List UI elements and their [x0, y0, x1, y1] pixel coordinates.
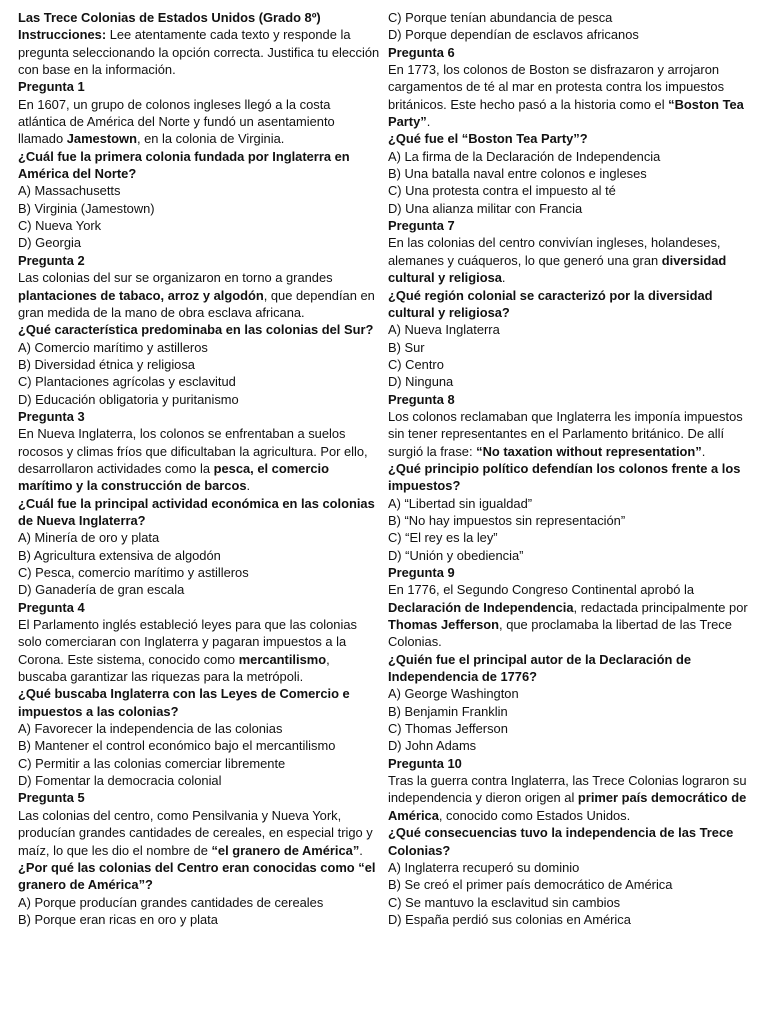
- passage-emphasis: Jamestown: [66, 131, 137, 147]
- question-text: ¿Qué consecuencias tuvo la independencia de las Trece Colonias?: [388, 825, 734, 858]
- passage-text: , redactada principalmente por: [573, 599, 748, 615]
- passage-text: Los colonos reclamaban que Inglaterra les imponía impuestos sin tener representantes en el Parlamento británico. De allí surgió la frase:: [388, 408, 743, 459]
- passage-emphasis: Declaración de Independencia: [388, 599, 574, 615]
- passage-text: En 1773, los colonos de Boston se disfrazaron y arrojaron cargamentos de té al mar en protesta contra los impuestos británicos. Este hecho pasó a la historia como el: [388, 62, 725, 112]
- passage-emphasis: mercantilismo: [238, 651, 327, 667]
- question-heading: Pregunta 10: [388, 755, 462, 771]
- question-text: ¿Qué característica predominaba en las colonias del Sur?: [18, 322, 374, 338]
- passage-emphasis: Thomas Jefferson: [388, 617, 500, 633]
- passage-text: .: [501, 270, 506, 286]
- question-block: [18, 78, 380, 251]
- question-block: [18, 408, 380, 599]
- answer-option: B) Mantener el control económico bajo el mercantilismo: [18, 738, 336, 754]
- answer-option: C) Nueva York: [18, 218, 102, 234]
- question-block: [388, 44, 752, 217]
- question-passage: [388, 772, 752, 824]
- answer-option: A) George Washington: [388, 686, 519, 702]
- question-block: [18, 789, 380, 928]
- answer-option: D) Ninguna: [388, 374, 454, 390]
- instructions-label: Instrucciones:: [18, 27, 107, 43]
- question-block: [18, 252, 380, 408]
- answer-option: D) Una alianza militar con Francia: [388, 200, 583, 216]
- answer-option: B) Benjamin Franklin: [388, 703, 508, 719]
- passage-emphasis: diversidad cultural y religiosa: [388, 252, 727, 286]
- answer-option: D) “Unión y obediencia”: [388, 547, 524, 563]
- instructions: [18, 26, 380, 78]
- passage-text: Tras la guerra contra Inglaterra, las Trece Colonias lograron su independencia y dieron origen al: [388, 773, 747, 806]
- passage-text: .: [246, 478, 251, 494]
- answer-option: A) La firma de la Declaración de Independencia: [388, 148, 661, 164]
- answer-option: A) Favorecer la independencia de las colonias: [18, 721, 283, 737]
- question-passage: [388, 61, 752, 130]
- question-heading: Pregunta 6: [388, 44, 455, 60]
- passage-text: En 1607, un grupo de colonos ingleses llegó a la costa atlántica de América del Norte y fundó un asentamiento llamado: [18, 96, 335, 147]
- passage-text: En Nueva Inglaterra, los colonos se enfrentaban a suelos rocosos y climas fríos que dificultaban la agricultura. Por ello, desarrollaron actividades como la: [18, 426, 368, 476]
- answer-option: A) Minería de oro y plata: [18, 530, 160, 546]
- answer-option: B) Una batalla naval entre colonos e ingleses: [388, 166, 647, 182]
- question-block: [388, 564, 752, 755]
- passage-text: .: [426, 114, 431, 130]
- answer-option: C) “El rey es la ley”: [388, 530, 498, 546]
- passage-text: .: [359, 842, 363, 858]
- answer-option: B) Porque eran ricas en oro y plata: [18, 911, 218, 927]
- question-heading: Pregunta 2: [18, 252, 85, 268]
- passage-text: Las colonias del centro, como Pensilvania y Nueva York, producían grandes cantidades de cereales, en especial trigo y maíz, lo que les dio el nombre de: [18, 807, 373, 858]
- passage-emphasis: “No taxation without representation”: [476, 443, 702, 459]
- question-text: ¿Qué buscaba Inglaterra con las Leyes de Comercio e impuestos a las colonias?: [18, 686, 350, 719]
- passage-emphasis: “el granero de América”: [211, 842, 360, 858]
- question-heading: Pregunta 7: [388, 218, 455, 234]
- passage-text: El Parlamento inglés estableció leyes para que las colonias solo comerciaran con Inglaterra y pagaran impuestos a la Corona. Este sistema, conocido como: [18, 617, 357, 667]
- question-heading: Pregunta 4: [18, 599, 85, 615]
- passage-text: , en la colonia de Virginia.: [136, 131, 285, 147]
- answer-option: B) Virginia (Jamestown): [18, 200, 155, 216]
- question-text: ¿Por qué las colonias del Centro eran conocidas como “el granero de América”?: [18, 859, 376, 893]
- answer-option: C) Permitir a las colonias comerciar libremente: [18, 755, 286, 771]
- left-column: [18, 9, 380, 928]
- passage-text: .: [701, 443, 706, 459]
- answer-option: C) Porque tenían abundancia de pesca: [388, 10, 613, 25]
- answer-option: D) Porque dependían de esclavos africanos: [388, 27, 639, 43]
- passage-emphasis: plantaciones de tabaco, arroz y algodón: [18, 287, 264, 303]
- question-passage: [388, 581, 752, 650]
- question-passage: [18, 269, 380, 321]
- question-block: [18, 599, 380, 790]
- passage-text: , que proclamaba la libertad de las Trece Colonias.: [388, 617, 732, 650]
- question-block: [388, 217, 752, 390]
- question-text: ¿Cuál fue la principal actividad económica en las colonias de Nueva Inglaterra?: [18, 495, 375, 528]
- question-heading: Pregunta 9: [388, 565, 455, 580]
- question-passage: [18, 96, 380, 148]
- answer-option: A) Comercio marítimo y astilleros: [18, 339, 208, 355]
- answer-option: B) Diversidad étnica y religiosa: [18, 356, 195, 372]
- answer-option: D) Fomentar la democracia colonial: [18, 773, 222, 789]
- document-title: Las Trece Colonias de Estados Unidos (Grado 8º): [18, 10, 321, 25]
- question-block-continued: [388, 9, 752, 44]
- answer-option: D) Educación obligatoria y puritanismo: [18, 391, 239, 407]
- answer-option: D) John Adams: [388, 738, 477, 754]
- question-heading: Pregunta 1: [18, 79, 85, 95]
- question-text: ¿Cuál fue la primera colonia fundada por Inglaterra en América del Norte?: [18, 148, 350, 182]
- answer-option: C) Pesca, comercio marítimo y astilleros: [18, 565, 249, 580]
- right-column: [388, 9, 752, 928]
- instructions-text: Lee atentamente cada texto y responde la pregunta seleccionando la opción correcta. Justifica tu elección con base en la información.: [18, 27, 380, 78]
- passage-text: Las colonias del sur se organizaron en torno a grandes: [18, 270, 333, 286]
- passage-emphasis: primer país democrático de América: [388, 790, 747, 823]
- passage-text: En 1776, el Segundo Congreso Continental aprobó la: [388, 582, 695, 598]
- answer-option: C) Thomas Jefferson: [388, 721, 508, 737]
- question-heading: Pregunta 3: [18, 408, 85, 424]
- answer-option: B) “No hay impuestos sin representación”: [388, 512, 626, 528]
- answer-option: D) Georgia: [18, 235, 82, 251]
- question-block: [388, 391, 752, 564]
- question-text: ¿Qué fue el “Boston Tea Party”?: [388, 131, 588, 147]
- answer-option: B) Se creó el primer país democrático de América: [388, 877, 673, 893]
- answer-option: B) Agricultura extensiva de algodón: [18, 547, 221, 563]
- answer-option: C) Centro: [388, 356, 444, 372]
- question-passage: [18, 425, 380, 494]
- answer-option: C) Plantaciones agrícolas y esclavitud: [18, 374, 236, 390]
- answer-option: C) Una protesta contra el impuesto al té: [388, 183, 616, 199]
- passage-text: , conocido como Estados Unidos.: [438, 807, 631, 823]
- question-passage: [18, 616, 380, 685]
- question-heading: Pregunta 5: [18, 790, 85, 806]
- question-text: ¿Qué región colonial se caracterizó por la diversidad cultural y religiosa?: [388, 287, 713, 320]
- question-text: ¿Quién fue el principal autor de la Declaración de Independencia de 1776?: [388, 651, 692, 685]
- passage-text: , que dependían en gran medida de la mano de obra esclava africana.: [18, 287, 375, 320]
- answer-option: C) Se mantuvo la esclavitud sin cambios: [388, 894, 621, 910]
- answer-option: A) Inglaterra recuperó su dominio: [388, 859, 580, 875]
- question-passage: [388, 234, 752, 286]
- answer-option: A) “Libertad sin igualdad”: [388, 495, 533, 511]
- question-passage: [18, 807, 380, 859]
- passage-text: , buscaba garantizar las riquezas para la metrópoli.: [18, 651, 330, 685]
- question-heading: Pregunta 8: [388, 391, 455, 407]
- answer-option: D) España perdió sus colonias en América: [388, 911, 631, 927]
- question-block: [388, 755, 752, 928]
- question-passage: [388, 408, 752, 460]
- answer-option: A) Nueva Inglaterra: [388, 322, 500, 338]
- answer-option: A) Porque producían grandes cantidades de cereales: [18, 894, 324, 910]
- question-text: ¿Qué principio político defendían los colonos frente a los impuestos?: [388, 460, 741, 494]
- answer-option: B) Sur: [388, 339, 425, 355]
- passage-emphasis: pesca, el comercio marítimo y la construcción de barcos: [18, 460, 329, 494]
- passage-text: En las colonias del centro convivían ingleses, holandeses, alemanes y cuáqueros, lo que generó una gran: [388, 235, 721, 268]
- answer-option: A) Massachusetts: [18, 183, 121, 199]
- passage-emphasis: “Boston Tea Party”: [388, 96, 744, 130]
- answer-option: D) Ganadería de gran escala: [18, 582, 185, 598]
